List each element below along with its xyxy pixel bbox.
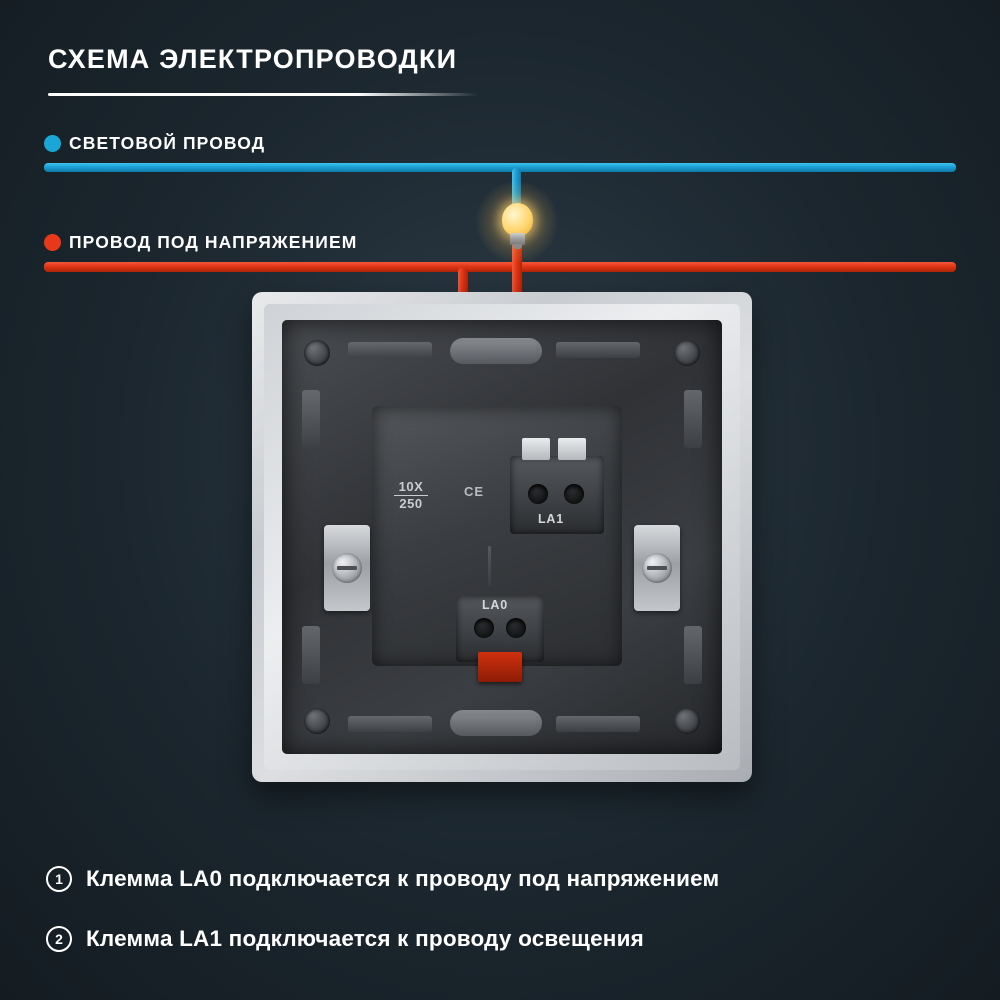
light-wire-horizontal	[44, 163, 956, 172]
live-wire-horizontal	[44, 262, 956, 272]
title-divider	[48, 93, 478, 96]
mounting-claw-right	[634, 525, 680, 611]
body-oval-hole	[450, 710, 542, 736]
legend-label-light-wire: СВЕТОВОЙ ПРОВОД	[69, 133, 266, 153]
terminal-la0	[456, 596, 544, 662]
note-text: Клемма LA1 подключается к проводу освещения	[86, 926, 644, 951]
device-body	[282, 320, 722, 754]
mechanism-contact	[488, 546, 491, 586]
terminal-hole-la0	[506, 618, 526, 638]
note-2	[46, 926, 644, 952]
switch-device-image	[252, 292, 752, 782]
note-text: Клемма LA0 подключается к проводу под напряжением	[86, 866, 720, 891]
body-screw-post	[674, 340, 700, 366]
body-slot	[556, 342, 640, 358]
rating-marking	[394, 480, 428, 511]
body-oval-hole	[450, 338, 542, 364]
rating-bottom: 250	[399, 496, 423, 512]
body-slot	[302, 390, 320, 448]
legend-label-live-wire: ПРОВОД ПОД НАПРЯЖЕНИЕМ	[69, 232, 358, 252]
body-screw-post	[304, 340, 330, 366]
terminal-label-la0: LA0	[482, 598, 509, 612]
page-title: СХЕМА ЭЛЕКТРОПРОВОДКИ	[48, 44, 458, 74]
body-slot	[556, 716, 640, 732]
note-number: 2	[46, 926, 72, 952]
note-1	[46, 866, 719, 892]
body-slot	[302, 626, 320, 684]
legend-dot-live-wire	[44, 234, 61, 251]
release-tab-la1	[558, 438, 586, 460]
legend-dot-light-wire	[44, 135, 61, 152]
body-screw-post	[674, 708, 700, 734]
ce-marking: CE	[464, 484, 485, 499]
release-tab-la0	[478, 652, 522, 682]
claw-screw-icon	[332, 553, 362, 583]
rating-top: 10X	[398, 479, 424, 494]
light-bulb-icon	[494, 197, 540, 255]
terminal-hole-la1	[528, 484, 548, 504]
terminal-label-la1: LA1	[538, 512, 565, 526]
mounting-claw-left	[324, 525, 370, 611]
bulb-glass	[502, 203, 533, 236]
release-tab-la1	[522, 438, 550, 460]
body-slot	[348, 716, 432, 732]
note-number: 1	[46, 866, 72, 892]
terminal-hole-la0	[474, 618, 494, 638]
body-slot	[684, 390, 702, 448]
bulb-tip	[513, 244, 522, 249]
switch-mechanism	[372, 406, 622, 666]
body-slot	[348, 342, 432, 358]
body-screw-post	[304, 708, 330, 734]
body-slot	[684, 626, 702, 684]
terminal-la1	[510, 456, 604, 534]
claw-screw-icon	[642, 553, 672, 583]
terminal-hole-la1	[564, 484, 584, 504]
